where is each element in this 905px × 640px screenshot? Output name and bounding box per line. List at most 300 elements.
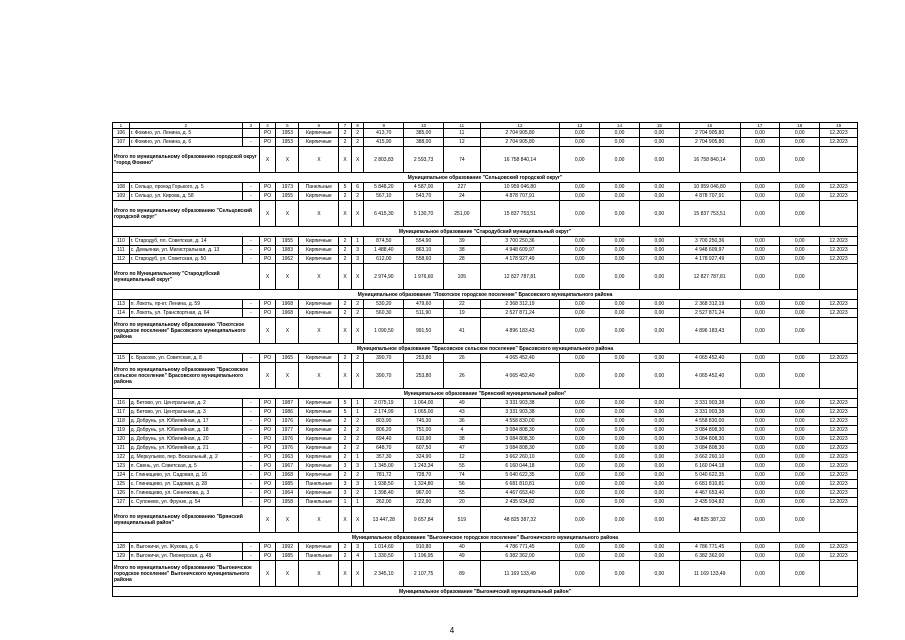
table-cell: 0,00	[600, 309, 640, 318]
subtotal-cell: Х	[339, 507, 352, 533]
table-cell: 1976	[276, 435, 299, 444]
table-cell: 3 700 250,36	[679, 237, 740, 246]
table-cell: 3 084 808,30	[679, 444, 740, 453]
subtotal-cell: 4 896 183,43	[679, 318, 740, 344]
table-cell: 122	[113, 453, 130, 462]
subtotal-cell: Х	[276, 561, 299, 587]
table-row	[113, 444, 858, 453]
table-cell: 0,00	[780, 354, 820, 363]
address-cell: п. Свень, ул. Советская, д. 5	[129, 462, 242, 471]
table-cell: РО	[259, 543, 276, 552]
table-cell: 3 084 808,30	[480, 444, 560, 453]
table-cell: 111	[113, 246, 130, 255]
table-cell: 0,00	[780, 417, 820, 426]
table-cell: Кирпичные	[299, 408, 339, 417]
subtotal-cell: 0,00	[560, 264, 600, 290]
table-cell: 2	[351, 426, 364, 435]
table-cell: 39	[444, 237, 481, 246]
table-cell: 38	[444, 246, 481, 255]
subtotal-cell: 0,00	[639, 561, 679, 587]
subtotal-cell: 11 169 133,49	[679, 561, 740, 587]
subtotal-cell: Х	[351, 507, 364, 533]
table-cell: -	[242, 462, 259, 471]
table-cell: 0,00	[780, 453, 820, 462]
table-cell: 511,90	[404, 309, 444, 318]
table-cell: 0,00	[740, 417, 780, 426]
table-cell: -	[242, 246, 259, 255]
section-heading-row	[113, 344, 858, 354]
table-cell: Кирпичные	[299, 192, 339, 201]
table-cell: 1958	[276, 498, 299, 507]
table-cell: РО	[259, 417, 276, 426]
table-cell: 0,00	[560, 408, 600, 417]
table-cell: 1963	[276, 453, 299, 462]
table-cell: РО	[259, 471, 276, 480]
table-cell: 694,40	[364, 435, 404, 444]
column-number: 9	[364, 123, 404, 129]
table-cell: 0,00	[600, 255, 640, 264]
table-cell: 24	[444, 192, 481, 201]
table-cell: 0,00	[639, 489, 679, 498]
table-cell: Панельные	[299, 498, 339, 507]
table-cell: 3 084 808,30	[480, 426, 560, 435]
table-cell: 2	[351, 129, 364, 138]
table-row	[113, 417, 858, 426]
table-cell: 0,00	[740, 237, 780, 246]
subtotal-cell: Х	[339, 147, 352, 173]
section-title: Муниципальное образование "Стародубский муниципальный округ"	[113, 227, 858, 237]
table-cell: 6	[351, 183, 364, 192]
table-cell: Панельные	[299, 183, 339, 192]
subtotal-cell: Х	[299, 264, 339, 290]
subtotal-cell: 0,00	[639, 363, 679, 389]
table-cell: 0,00	[600, 435, 640, 444]
subtotal-cell: 2 803,83	[364, 147, 404, 173]
table-cell: 12.2023	[820, 471, 858, 480]
table-cell: 124	[113, 471, 130, 480]
table-row	[113, 426, 858, 435]
table-cell: -	[242, 489, 259, 498]
table-cell: 0,00	[560, 300, 600, 309]
table-cell: 6 382 362,00	[480, 552, 560, 561]
table-cell: 47	[444, 444, 481, 453]
table-cell: 1967	[276, 462, 299, 471]
column-number: 17	[740, 123, 780, 129]
subtotal-cell: 0,00	[560, 507, 600, 533]
subtotal-cell: Х	[276, 201, 299, 227]
table-cell: 113	[113, 300, 130, 309]
table-cell: 0,00	[740, 444, 780, 453]
table-cell: 3	[339, 489, 352, 498]
table-cell: 745,30	[404, 417, 444, 426]
table-cell: -	[242, 255, 259, 264]
subtotal-cell: 0,00	[600, 201, 640, 227]
table-cell: 863,10	[404, 246, 444, 255]
table-cell: 1977	[276, 426, 299, 435]
table-cell: 55	[444, 462, 481, 471]
table-cell: 12.2023	[820, 138, 858, 147]
table-cell: 262,00	[364, 498, 404, 507]
table-cell: 1976	[276, 444, 299, 453]
subtotal-cell: 12 827 787,81	[480, 264, 560, 290]
table-cell: 4 065 452,40	[480, 354, 560, 363]
table-cell: 2	[351, 471, 364, 480]
subtotal-cell: Х	[339, 561, 352, 587]
table-cell: 2 435 934,82	[679, 498, 740, 507]
table-cell: 3 331 903,38	[480, 408, 560, 417]
table-cell: 0,00	[639, 354, 679, 363]
table-cell: 0,00	[639, 399, 679, 408]
column-number: 18	[780, 123, 820, 129]
table-cell: 2	[351, 300, 364, 309]
table-cell: 0,00	[780, 426, 820, 435]
table-cell: 0,00	[780, 192, 820, 201]
table-cell: 2	[339, 354, 352, 363]
table-cell: 5	[339, 399, 352, 408]
table-cell: 2	[339, 138, 352, 147]
column-number: 12	[480, 123, 560, 129]
table-cell: 3	[351, 246, 364, 255]
table-cell: 227	[444, 183, 481, 192]
table-cell: 2	[351, 309, 364, 318]
address-cell: г. Сельцо, ул. Кирова, д. 58	[129, 192, 242, 201]
subtotal-cell: 4 065 452,40	[679, 363, 740, 389]
subtotal-cell: Х	[351, 363, 364, 389]
table-cell: 1 064,00	[404, 399, 444, 408]
table-cell: 2	[339, 237, 352, 246]
table-cell: 0,00	[600, 300, 640, 309]
subtotal-cell: Х	[259, 561, 276, 587]
table-cell: 0,00	[780, 255, 820, 264]
table-cell: 0,00	[639, 237, 679, 246]
table-cell: 127	[113, 498, 130, 507]
subtotal-cell: 0,00	[780, 507, 820, 533]
table-cell: 648,70	[364, 444, 404, 453]
table-row	[113, 183, 858, 192]
table-cell: 12.2023	[820, 354, 858, 363]
table-cell: -	[242, 453, 259, 462]
subtotal-cell: 0,00	[639, 201, 679, 227]
column-number: 6	[299, 123, 339, 129]
table-cell: 1	[351, 453, 364, 462]
subtotal-cell: 251,00	[444, 201, 481, 227]
subtotal-row	[113, 561, 858, 587]
section-heading-row	[113, 533, 858, 543]
table-row	[113, 237, 858, 246]
table-cell: 6 681 810,81	[679, 480, 740, 489]
address-cell: г. Сельцо, проезд Горького, д. 5	[129, 183, 242, 192]
section-title: Муниципальное образование "Брянский муниципальный район"	[113, 389, 858, 399]
subtotal-label: Итого по муниципальному образованию "Выгоничское городское поселение" Выгоничского муниципального района	[113, 561, 260, 587]
table-cell: 3 662 260,10	[480, 453, 560, 462]
table-cell: 2 704 905,80	[480, 129, 560, 138]
table-cell: 385,00	[404, 129, 444, 138]
table-cell: 388,00	[404, 138, 444, 147]
table-cell: 3 084 808,30	[679, 435, 740, 444]
table-cell: 3	[339, 480, 352, 489]
subtotal-cell: 991,50	[404, 318, 444, 344]
subtotal-cell: 9 657,84	[404, 507, 444, 533]
table-row	[113, 138, 858, 147]
table-cell: 0,00	[639, 435, 679, 444]
table-cell: РО	[259, 453, 276, 462]
table-cell: 12.2023	[820, 399, 858, 408]
subtotal-cell: 12 827 787,81	[679, 264, 740, 290]
table-cell: 324,90	[404, 453, 444, 462]
table-cell: 0,00	[560, 471, 600, 480]
table-cell: 781,72	[364, 471, 404, 480]
table-cell: 0,00	[639, 453, 679, 462]
table-cell: 2 704 905,80	[679, 129, 740, 138]
table-cell: 43	[444, 408, 481, 417]
subtotal-label: Итого по муниципальному образованию "Локотское городское поселение" Брасовского муниципального района	[113, 318, 260, 344]
section-title: Муниципальное образование "Выгоничский муниципальный район"	[113, 587, 858, 597]
table-cell: 910,80	[404, 543, 444, 552]
table-cell: 0,00	[639, 426, 679, 435]
table-cell: 4	[444, 426, 481, 435]
subtotal-cell: 16 758 840,14	[480, 147, 560, 173]
table-cell: 6 160 044,18	[480, 462, 560, 471]
table-row	[113, 471, 858, 480]
table-cell: 2	[351, 138, 364, 147]
table-cell: 222,90	[404, 498, 444, 507]
table-cell: 0,00	[639, 552, 679, 561]
table-cell: 3	[339, 462, 352, 471]
table-cell: 610,90	[404, 435, 444, 444]
section-heading-row	[113, 227, 858, 237]
address-cell: д. Добрунь, ул. Юбилейная, д. 20	[129, 435, 242, 444]
table-cell: 0,00	[639, 246, 679, 255]
table-cell: 2 075,19	[364, 399, 404, 408]
subtotal-row	[113, 363, 858, 389]
table-cell: 0,00	[740, 426, 780, 435]
table-cell: 2	[351, 444, 364, 453]
address-cell: д. Добрунь, ул. Юбилейная, д. 18	[129, 426, 242, 435]
table-cell: РО	[259, 399, 276, 408]
address-cell: п. Выгоничи, ул. Пионерская, д. 48	[129, 552, 242, 561]
subtotal-cell: Х	[276, 363, 299, 389]
table-cell: -	[242, 543, 259, 552]
table-cell: 2	[339, 309, 352, 318]
subtotal-row	[113, 318, 858, 344]
address-cell: д. Бетово, ул. Центральная, д. 3	[129, 408, 242, 417]
table-cell: 4 065 452,40	[679, 354, 740, 363]
table-cell: 38	[444, 435, 481, 444]
table-cell: 1973	[276, 183, 299, 192]
column-number: 14	[600, 123, 640, 129]
address-cell: с. Брасово, ул. Советская, д. 8	[129, 354, 242, 363]
table-cell: 0,00	[600, 237, 640, 246]
table-cell: 0,00	[639, 498, 679, 507]
table-cell: 0,00	[560, 435, 600, 444]
subtotal-row	[113, 201, 858, 227]
subtotal-cell: 0,00	[560, 363, 600, 389]
subtotal-cell: 0,00	[780, 201, 820, 227]
table-cell: 0,00	[560, 192, 600, 201]
subtotal-cell: 5 130,70	[404, 201, 444, 227]
subtotal-cell: 105	[444, 264, 481, 290]
table-cell: Кирпичные	[299, 417, 339, 426]
table-cell: 560,30	[364, 309, 404, 318]
table-cell: РО	[259, 300, 276, 309]
subtotal-cell: 48 825 387,32	[679, 507, 740, 533]
table-cell: 0,00	[780, 408, 820, 417]
table-cell: -	[242, 309, 259, 318]
table-cell: 49	[444, 399, 481, 408]
table-cell: 12.2023	[820, 462, 858, 471]
subtotal-cell: 4 896 183,43	[480, 318, 560, 344]
table-cell: 1968	[276, 300, 299, 309]
subtotal-cell: 0,00	[740, 561, 780, 587]
table-cell: 4 587,00	[404, 183, 444, 192]
table-cell: 4 948 609,97	[480, 246, 560, 255]
subtotal-label: Итого по муниципальному образованию городской округ "город Фокино"	[113, 147, 260, 173]
table-cell: 1965	[276, 354, 299, 363]
table-cell: 0,00	[600, 354, 640, 363]
table-cell: 117	[113, 408, 130, 417]
subtotal-cell: 0,00	[780, 318, 820, 344]
section-title: Муниципальное образование "Выгоничское городское поселение" Выгоничского муниципального района	[113, 533, 858, 543]
table-cell: 0,00	[560, 237, 600, 246]
table-cell: 0,00	[780, 309, 820, 318]
table-cell: -	[242, 498, 259, 507]
table-cell: 4 786 771,45	[480, 543, 560, 552]
table-row	[113, 408, 858, 417]
table-cell: 874,50	[364, 237, 404, 246]
table-cell: 0,00	[560, 480, 600, 489]
table-cell: РО	[259, 444, 276, 453]
table-row	[113, 246, 858, 255]
table-cell: 0,00	[600, 399, 640, 408]
table-cell: 6 160 044,18	[679, 462, 740, 471]
subtotal-cell: 15 837 753,51	[679, 201, 740, 227]
table-cell: -	[242, 399, 259, 408]
table-cell: 40	[444, 543, 481, 552]
column-number: 11	[444, 123, 481, 129]
column-number: 19	[820, 123, 858, 129]
table-cell: 0,00	[639, 138, 679, 147]
table-cell: -	[242, 408, 259, 417]
table-row	[113, 255, 858, 264]
table-cell: 1 196,95	[404, 552, 444, 561]
table-cell: Кирпичные	[299, 309, 339, 318]
table-cell: -	[242, 444, 259, 453]
table-cell: 116	[113, 399, 130, 408]
table-cell: -	[242, 480, 259, 489]
table-cell: Кирпичные	[299, 300, 339, 309]
subtotal-row	[113, 507, 858, 533]
table-cell: 12.2023	[820, 552, 858, 561]
table-row	[113, 453, 858, 462]
address-cell: д. Добрунь, ул. Юбилейная, д. 21	[129, 444, 242, 453]
table-cell: 558,60	[404, 255, 444, 264]
table-cell: 108	[113, 183, 130, 192]
subtotal-cell: 0,00	[740, 264, 780, 290]
table-cell: РО	[259, 498, 276, 507]
table-cell: 0,00	[560, 417, 600, 426]
table-cell: 56	[444, 480, 481, 489]
table-cell: 543,70	[404, 192, 444, 201]
subtotal-cell: 0,00	[780, 561, 820, 587]
subtotal-cell: Х	[259, 264, 276, 290]
table-cell: 2 527 871,24	[679, 309, 740, 318]
subtotal-cell: Х	[339, 201, 352, 227]
subtotal-cell: Х	[339, 318, 352, 344]
page-number: 4	[449, 626, 455, 635]
table-cell: 0,00	[639, 309, 679, 318]
table-cell: 2	[339, 255, 352, 264]
table-cell: 2	[339, 129, 352, 138]
table-cell: 1968	[276, 309, 299, 318]
table-cell: 1 488,40	[364, 246, 404, 255]
table-cell: 0,00	[560, 462, 600, 471]
table-cell: 126	[113, 489, 130, 498]
address-cell: г. Фокино, ул. Ленина, д. 6	[129, 138, 242, 147]
column-number: 3	[242, 123, 259, 129]
subtotal-cell: 0,00	[560, 147, 600, 173]
table-cell: -	[242, 138, 259, 147]
table-cell: 0,00	[639, 543, 679, 552]
table-cell: 0,00	[560, 426, 600, 435]
subtotal-cell: 2 974,90	[364, 264, 404, 290]
table-cell: 0,00	[560, 489, 600, 498]
table-cell: 2	[339, 192, 352, 201]
table-cell: 4 178 927,49	[480, 255, 560, 264]
table-cell: 12.2023	[820, 435, 858, 444]
table-cell: 0,00	[600, 462, 640, 471]
subtotal-cell: 0,00	[639, 318, 679, 344]
table-cell: 357,30	[364, 453, 404, 462]
table-cell: 0,00	[780, 489, 820, 498]
table-cell: Кирпичные	[299, 444, 339, 453]
table-cell: 119	[113, 426, 130, 435]
subtotal-cell: 1 090,50	[364, 318, 404, 344]
table-cell: 12.2023	[820, 309, 858, 318]
subtotal-cell: Х	[351, 318, 364, 344]
table-cell: -	[242, 417, 259, 426]
section-title: Муниципальное образование "Локотское городское поселение" Брасовского муниципального района	[113, 290, 858, 300]
table-cell: 1 243,34	[404, 462, 444, 471]
table-cell: 0,00	[560, 255, 600, 264]
table-cell: 0,00	[600, 426, 640, 435]
table-cell: 751,00	[404, 426, 444, 435]
table-cell: 5 040 622,35	[679, 471, 740, 480]
subtotal-cell: Х	[351, 264, 364, 290]
subtotal-cell: 89	[444, 561, 481, 587]
subtotal-cell: Х	[276, 318, 299, 344]
subtotal-cell: 0,00	[780, 363, 820, 389]
table-cell: РО	[259, 462, 276, 471]
subtotal-cell: 519	[444, 507, 481, 533]
subtotal-cell: Х	[259, 363, 276, 389]
subtotal-cell: Х	[351, 201, 364, 227]
table-cell: 12.2023	[820, 246, 858, 255]
subtotal-cell: 0,00	[740, 147, 780, 173]
table-cell: 0,00	[600, 543, 640, 552]
address-cell: г. Стародуб, пл. Советская, д. 14	[129, 237, 242, 246]
table-cell: 0,00	[740, 354, 780, 363]
table-cell: 806,20	[364, 426, 404, 435]
table-cell: 49	[444, 552, 481, 561]
subtotal-cell: Х	[259, 201, 276, 227]
address-cell: г. Стародуб, ул. Советская, д. 50	[129, 255, 242, 264]
table-cell: 0,00	[560, 183, 600, 192]
table-cell: 2	[339, 435, 352, 444]
column-number: 13	[560, 123, 600, 129]
table-cell: 0,00	[560, 354, 600, 363]
address-cell: с. Глинищево, ул. Садовая, д. 28	[129, 480, 242, 489]
subtotal-cell: 11 169 133,49	[480, 561, 560, 587]
